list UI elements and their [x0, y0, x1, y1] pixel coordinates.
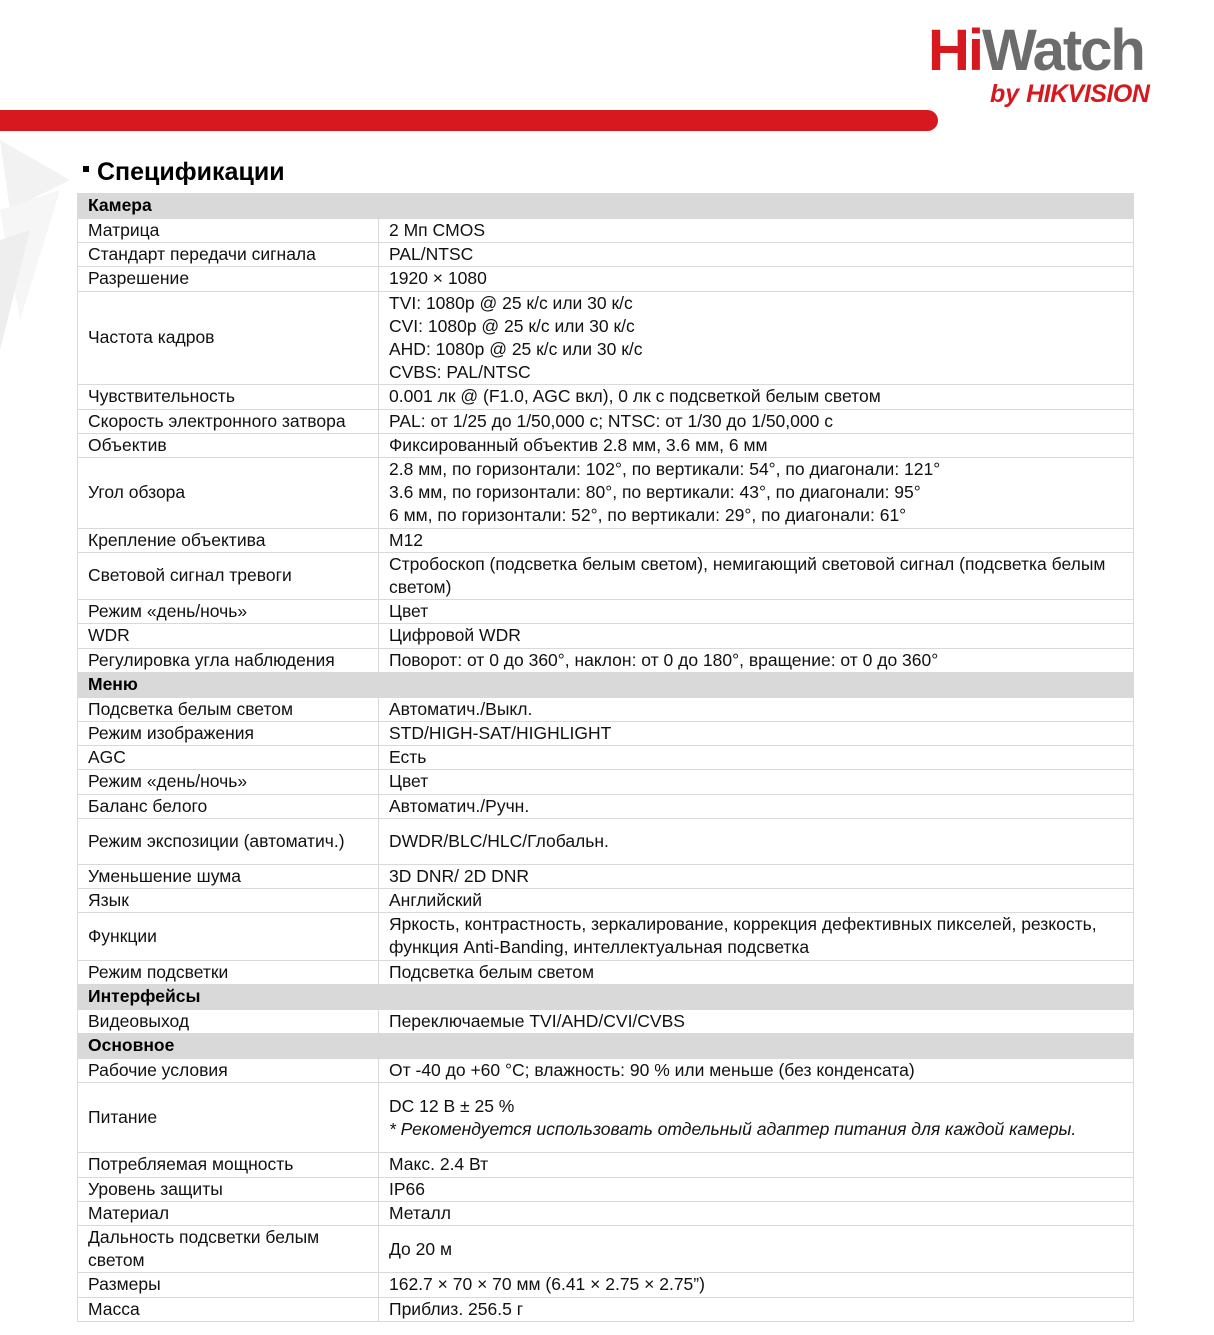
- spec-value-text: Автоматич./Ручн.: [389, 795, 530, 816]
- spec-value-text: IP66: [389, 1178, 425, 1199]
- spec-key: Крепление объектива: [78, 528, 379, 552]
- spec-row: [78, 1297, 1134, 1321]
- section-label: Интерфейсы: [78, 984, 1134, 1009]
- spec-key: Рабочие условия: [78, 1059, 379, 1083]
- spec-value-line: AHD: 1080p @ 25 к/с или 30 к/с: [389, 339, 643, 360]
- spec-value: [379, 1225, 1134, 1272]
- spec-row: [78, 1083, 1134, 1153]
- spec-value: [379, 1177, 1134, 1201]
- spec-value-line: 6 мм, по горизонтали: 52°, по вертикали: 29°, по диагонали: 61°: [389, 505, 907, 526]
- spec-key: Разрешение: [78, 267, 379, 291]
- spec-value-text: Автоматич./Выкл.: [389, 698, 533, 719]
- spec-value-text: Цифровой WDR: [389, 625, 521, 646]
- spec-value-text: Металл: [389, 1202, 451, 1223]
- spec-value-text: От -40 до +60 °C; влажность: 90 % или меньше (без конденсата): [389, 1060, 915, 1081]
- spec-value-text: 2 Мп CMOS: [389, 220, 486, 240]
- spec-row: [78, 818, 1134, 864]
- spec-row: [78, 960, 1134, 984]
- spec-row: [78, 1273, 1134, 1297]
- spec-value-text: 162.7 × 70 × 70 мм (6.41 × 2.75 × 2.75”): [389, 1274, 705, 1295]
- spec-value: [379, 1153, 1134, 1177]
- spec-value-text: Переключаемые TVI/AHD/CVI/CVBS: [389, 1010, 685, 1031]
- spec-row: [78, 1153, 1134, 1177]
- spec-value-text: STD/HIGH-SAT/HIGHLIGHT: [389, 723, 612, 744]
- spec-value-line: 3.6 мм, по горизонтали: 80°, по вертикали: 43°, по диагонали: 95°: [389, 482, 921, 503]
- spec-value-text: До 20 м: [389, 1238, 453, 1259]
- spec-key: Угол обзора: [78, 458, 379, 529]
- spec-value: [379, 770, 1134, 794]
- spec-row: [78, 458, 1134, 529]
- spec-row: [78, 385, 1134, 409]
- spec-key: Режим экспозиции (автоматич.): [78, 818, 379, 864]
- spec-value: [379, 291, 1134, 385]
- spec-value: [379, 1273, 1134, 1297]
- spec-value: [379, 458, 1134, 529]
- spec-key: Дальность подсветки белым светом: [78, 1225, 379, 1272]
- spec-key: Потребляемая мощность: [78, 1153, 379, 1177]
- spec-row: [78, 433, 1134, 457]
- spec-value: [379, 746, 1134, 770]
- spec-key: Стандарт передачи сигнала: [78, 243, 379, 267]
- spec-value-text: M12: [389, 529, 424, 550]
- spec-row: [78, 722, 1134, 746]
- spec-row: [78, 243, 1134, 267]
- spec-value: [379, 697, 1134, 721]
- spec-value-line: CVI: 1080p @ 25 к/с или 30 к/с: [389, 315, 635, 336]
- spec-value: [379, 552, 1134, 599]
- spec-value-note: * Рекомендуется использовать отдельный адаптер питания для каждой камеры.: [389, 1118, 1077, 1139]
- spec-key: Чувствительность: [78, 385, 379, 409]
- spec-row: [78, 864, 1134, 888]
- spec-value: [379, 219, 1134, 243]
- spec-value: [379, 889, 1134, 913]
- spec-value: [379, 1083, 1134, 1153]
- spec-key: Видеовыход: [78, 1009, 379, 1033]
- section-label: Основное: [78, 1034, 1134, 1059]
- section-header: [78, 672, 1134, 697]
- spec-row: [78, 409, 1134, 433]
- spec-value: [379, 648, 1134, 672]
- decorative-shape: [0, 120, 80, 380]
- spec-row: [78, 794, 1134, 818]
- spec-value: [379, 267, 1134, 291]
- spec-key: Регулировка угла наблюдения: [78, 648, 379, 672]
- page-title: Спецификации: [83, 158, 285, 187]
- spec-value-text: Цвет: [389, 601, 429, 622]
- spec-key: Режим «день/ночь»: [78, 600, 379, 624]
- spec-row: [78, 697, 1134, 721]
- spec-row: [78, 889, 1134, 913]
- section-header: [78, 984, 1134, 1009]
- hiwatch-logo: HiWatch by HIKVISION: [928, 18, 1150, 108]
- spec-row: [78, 267, 1134, 291]
- spec-table: [77, 193, 1134, 1322]
- spec-value-text: Приблиз. 256.5 г: [389, 1298, 524, 1319]
- spec-value-text: Есть: [389, 747, 427, 768]
- spec-value-text: 3D DNR/ 2D DNR: [389, 865, 530, 886]
- spec-key: Язык: [78, 889, 379, 913]
- spec-value-line: CVBS: PAL/NTSC: [389, 362, 531, 383]
- spec-row: [78, 600, 1134, 624]
- spec-key: Масса: [78, 1297, 379, 1321]
- spec-key: WDR: [78, 624, 379, 648]
- spec-value: [379, 818, 1134, 864]
- spec-value: [379, 385, 1134, 409]
- spec-row: [78, 219, 1134, 243]
- section-header: [78, 1034, 1134, 1059]
- spec-row: [78, 624, 1134, 648]
- spec-row: [78, 552, 1134, 599]
- spec-value: [379, 1059, 1134, 1083]
- spec-value: [379, 913, 1134, 960]
- spec-value: [379, 1201, 1134, 1225]
- spec-row: [78, 648, 1134, 672]
- spec-value: [379, 1297, 1134, 1321]
- spec-value-text: Подсветка белым светом: [389, 961, 595, 982]
- spec-value: [379, 794, 1134, 818]
- section-label: Камера: [78, 194, 1134, 219]
- spec-value: [379, 960, 1134, 984]
- spec-value-text: Фиксированный объектив 2.8 мм, 3.6 мм, 6 мм: [389, 434, 768, 455]
- section-label: Меню: [78, 672, 1134, 697]
- spec-key: Режим подсветки: [78, 960, 379, 984]
- spec-row: [78, 770, 1134, 794]
- spec-key: Уменьшение шума: [78, 864, 379, 888]
- spec-key: Материал: [78, 1201, 379, 1225]
- spec-key: Матрица: [78, 219, 379, 243]
- header-red-bar: [0, 110, 938, 131]
- spec-value-text: DWDR/BLC/HLC/Глобальн.: [389, 830, 609, 851]
- spec-key: Уровень защиты: [78, 1177, 379, 1201]
- spec-row: [78, 1059, 1134, 1083]
- spec-value-text: PAL: от 1/25 до 1/50,000 с; NTSC: от 1/30 до 1/50,000 с: [389, 410, 833, 431]
- spec-value: [379, 600, 1134, 624]
- spec-row: [78, 291, 1134, 385]
- spec-value-text: Английский: [389, 890, 483, 911]
- spec-value-text: 0.001 лк @ (F1.0, AGC вкл), 0 лк с подсветкой белым светом: [389, 386, 881, 407]
- spec-value: [379, 528, 1134, 552]
- spec-key: AGC: [78, 746, 379, 770]
- spec-key: Питание: [78, 1083, 379, 1153]
- spec-key: Функции: [78, 913, 379, 960]
- spec-key: Световой сигнал тревоги: [78, 552, 379, 599]
- spec-value-line: TVI: 1080p @ 25 к/с или 30 к/с: [389, 292, 633, 313]
- spec-value-text: Стробоскоп (подсветка белым светом), немигающий световой сигнал (подсветка белым светом): [389, 553, 1106, 598]
- spec-value-text: Яркость, контрастность, зеркалирование, коррекция дефективных пикселей, резкость, функция Anti-Banding, интеллектуальная подсветка: [389, 914, 1097, 958]
- spec-value-text: Цвет: [389, 771, 429, 792]
- bullet-icon: [83, 166, 89, 172]
- spec-value-text: 1920 × 1080: [389, 268, 487, 289]
- section-header: [78, 194, 1134, 219]
- spec-value: [379, 409, 1134, 433]
- spec-row: [78, 1225, 1134, 1272]
- spec-key: Частота кадров: [78, 291, 379, 385]
- spec-value: [379, 722, 1134, 746]
- spec-value: [379, 864, 1134, 888]
- spec-key: Режим изображения: [78, 722, 379, 746]
- spec-value-text: PAL/NTSC: [389, 244, 474, 265]
- spec-key: Скорость электронного затвора: [78, 409, 379, 433]
- spec-value: [379, 624, 1134, 648]
- spec-value: [379, 1009, 1134, 1033]
- spec-value-line: 2.8 мм, по горизонтали: 102°, по вертикали: 54°, по диагонали: 121°: [389, 459, 941, 480]
- spec-row: [78, 1009, 1134, 1033]
- spec-value: [379, 243, 1134, 267]
- spec-value-text: DC 12 В ± 25 %: [389, 1095, 515, 1116]
- spec-value: [379, 433, 1134, 457]
- spec-value-text: Макс. 2.4 Вт: [389, 1154, 489, 1175]
- spec-key: Баланс белого: [78, 794, 379, 818]
- spec-row: [78, 1177, 1134, 1201]
- spec-key: Размеры: [78, 1273, 379, 1297]
- spec-key: Объектив: [78, 433, 379, 457]
- spec-key: Режим «день/ночь»: [78, 770, 379, 794]
- spec-row: [78, 528, 1134, 552]
- spec-row: [78, 746, 1134, 770]
- spec-key: Подсветка белым светом: [78, 697, 379, 721]
- spec-row: [78, 913, 1134, 960]
- spec-value-text: Поворот: от 0 до 360°, наклон: от 0 до 180°, вращение: от 0 до 360°: [389, 649, 939, 670]
- spec-row: [78, 1201, 1134, 1225]
